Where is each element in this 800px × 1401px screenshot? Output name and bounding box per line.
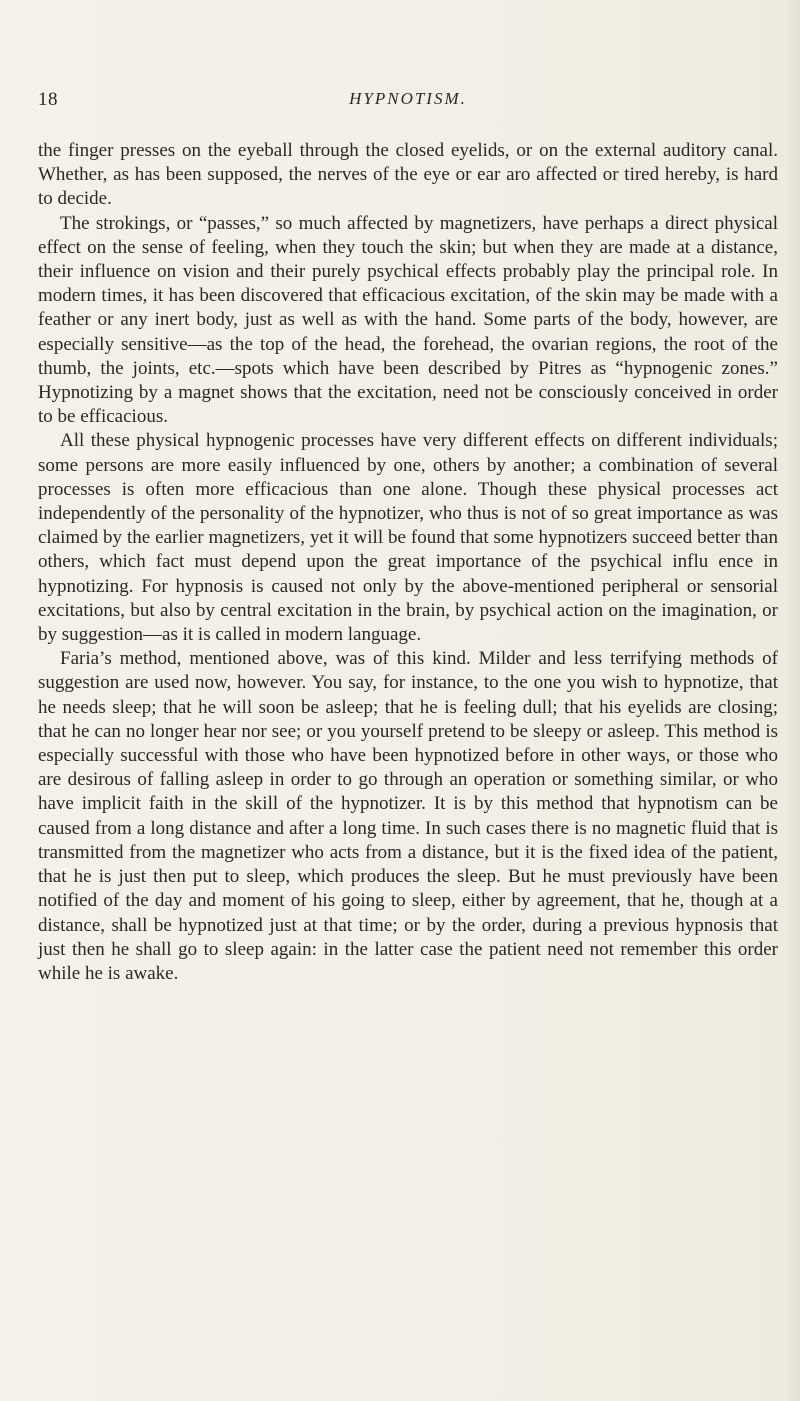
running-head: HYPNOTISM. bbox=[349, 89, 467, 108]
paragraph-2: The strokings, or “passes,” so much affected by magnetizers, have perhaps a direct physical effect on the sense of feeling, when they touch the skin; but when they are made at a distance, their influence on vision and their purely psychical effects probably play the principal role. In modern times, it has been discovered that efficacious excitation, of the skin may be made with a feather or any inert body, just as well as with the hand. Some parts of the body, however, are especially sensitive—as the top of the head, the forehead, the ovarian regions, the root of the thumb, the joints, etc.—spots which have been described by Pitres as “hypnogenic zones.” Hypnotizing by a magnet shows that the excitation, need not be consciously conceived in order to be efficacious. bbox=[38, 212, 778, 428]
paragraph-4: Faria’s method, mentioned above, was of this kind. Milder and less terrifying methods of suggestion are used now, however. You say, for instance, to the one you wish to hypnotize, that he needs sleep; that he will soon be asleep; that he is feeling dull; that his eyelids are closing; that he can no longer hear nor see; or you yourself pretend to be sleepy or asleep. This method is especially successful with those who have been hypnotized before in other ways, or those who are desirous of falling asleep in order to go through an operation or something similar, or who have implicit faith in the skill of the hypnotizer. It is by this method that hypnotism can be caused from a long distance and after a long time. In such cases there is no magnetic fluid that is transmitted from the magnetizer who acts from a distance, but it is the fixed idea of the patient, that he is just then put to sleep, which produces the sleep. But he must previously have been notified of the day and moment of his going to sleep, either by agreement, that he, though at a distance, shall be hypnotized just at that time; or by the order, during a previous hypnosis that just then he shall go to sleep again: in the latter case the patient need not remember this order while he is awake. bbox=[38, 648, 778, 984]
paragraph-1: the finger presses on the eyeball through the closed eyelids, or on the external auditory canal. Whether, as has been supposed, the nerves of the eye or ear aro affected or tired hereby, is hard to decide. bbox=[38, 140, 778, 210]
page-number: 18 bbox=[38, 89, 58, 110]
page-header bbox=[38, 89, 778, 119]
paragraph-3: All these physical hypnogenic processes have very different effects on different individuals; some persons are more easily influenced by one, others by another; a combination of several processes is often more efficacious than one alone. Though these physical processes act independently of the personality of the hypnotizer, who thus is not of so great importance as was claimed by the earlier magnetizers, yet it will be found that some hypnotizers succeed better than others, which fact must depend upon the great importance of the psychical influ ence in hypnotizing. For hypnosis is caused not only by the above-mentioned peripheral or sensorial excitations, but also by central excitation in the brain, by psychical action on the imagination, or by suggestion—as it is called in modern language. bbox=[38, 430, 778, 646]
page-edge-shadow bbox=[786, 0, 800, 1401]
body-text bbox=[38, 139, 778, 986]
